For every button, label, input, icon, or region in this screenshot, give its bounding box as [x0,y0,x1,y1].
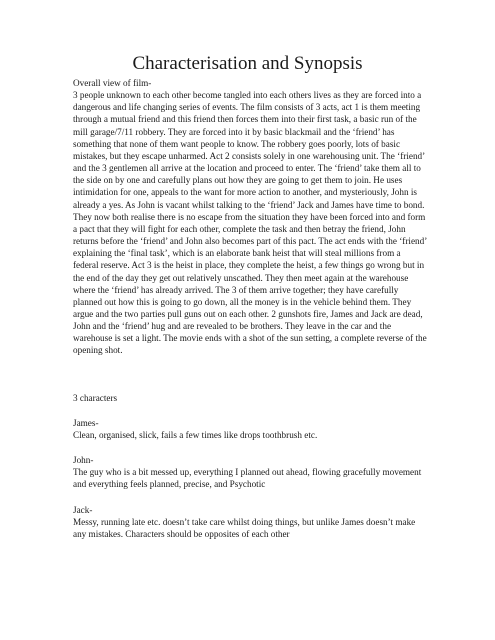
character-description-john: The guy who is a bit messed up, everything I planned out ahead, flowing gracefully movement and everything feels planned, precise, and Psychotic [73,467,422,490]
synopsis-paragraph: 3 people unknown to each other become tangled into each others lives as they are forced into a dangerous and life changing series of events. The film consists of 3 acts, act 1 is them meeting through a mutual friend and this friend then forces them into their first task, a basic run of the mill garage/7/11 robbery. They are forced into it by basic blackmail and the ‘friend’ has something that none of them want people to know. The robbery goes poorly, lots of basic mistakes, but they escape unharmed. Act 2 consists solely in one warehousing unit. The ‘friend’ and the 3 gentlemen all arrive at the location and proceed to enter. The ‘friend’ take them all to the side on by one and carefully plans out how they are going to get them to join. He uses intimidation for one, appeals to the want for more action to another, and mysteriously, John is already a yes. As John is vacant whilst talking to the ‘friend’ Jack and James have time to bond. They now both realise there is no escape from the situation they have been forced into and form a pact that they will fight for each other, complete the task and then betray the friend, John returns before the ‘friend’ and John also becomes part of this pact. The act ends with the ‘friend’ explaining the ‘final task’, which is an elaborate bank heist that will steal millions from a federal reserve. Act 3 is the heist in place, they complete the heist, a few things go wrong but in the end of the day they get out relatively unscathed. They then meet again at the warehouse where the ‘friend’ has already arrived. The 3 of them arrive together; they have carefully planned out how this is going to go down, all the money is in the vehicle behind them. They argue and the two parties pull guns out on each other. 2 gunshots fire, James and Jack are dead, John and the ‘friend’ hug and are revealed to be brothers. They leave in the car and the warehouse is set a light. The movie ends with a shot of the sun setting, a complete reverse of the opening shot. [73,90,427,356]
section-spacer [73,357,427,392]
character-name-james: James- [73,417,99,428]
characters-heading: 3 characters [73,392,118,403]
document-body [73,77,427,540]
section-spacer [73,404,427,417]
character-description-jack: Messy, running late etc. doesn’t take care whilst doing things, but unlike James doesn’t make any mistakes. Characters should be opposites of each other [73,516,416,539]
character-name-john: John- [73,455,94,466]
overview-heading: Overall view of film- [73,78,152,88]
section-spacer [73,441,427,454]
section-spacer [73,491,427,504]
document-title: Characterisation and Synopsis [132,53,363,74]
character-name-jack: Jack- [73,504,93,515]
character-description-james: Clean, organised, slick, fails a few times like drops toothbrush etc. [73,429,318,440]
